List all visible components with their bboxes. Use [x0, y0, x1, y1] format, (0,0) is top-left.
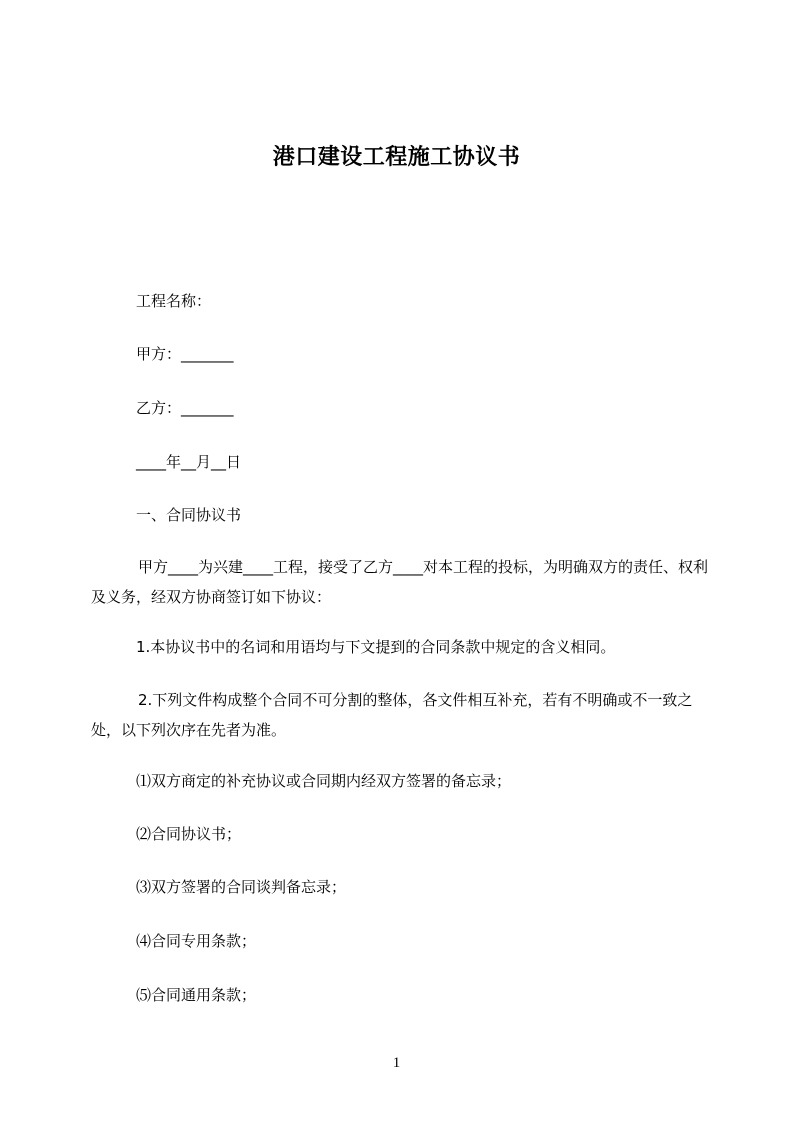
project-name-line: 工程名称： [136, 292, 212, 310]
list-item-1: ⑴双方商定的补充协议或合同期内经双方签署的备忘录； [136, 772, 512, 790]
clause-1: 1.本协议书中的名词和用语均与下文提到的合同条款中规定的含义相同。 [136, 638, 616, 656]
list-item-4: ⑷合同专用条款； [136, 932, 257, 950]
list-item-3: ⑶双方签署的合同谈判备忘录； [136, 878, 347, 896]
clause-2: 2.下列文件构成整个合同不可分割的整体，各文件相互补充，若有不明确或不一致之处，以下列次序在先者为准。 [91, 691, 693, 739]
section-heading: 一、合同协议书 [136, 506, 242, 524]
party-b-line: 乙方：_______ [136, 399, 234, 417]
document-title: 港口建设工程施工协议书 [272, 145, 521, 170]
list-item-2: ⑵合同协议书； [136, 825, 242, 843]
party-a-line: 甲方：_______ [136, 345, 234, 363]
intro-paragraph: 甲方____为兴建____工程，接受了乙方____对本工程的投标，为明确双方的责任、权利及义务，经双方协商签订如下协议： [91, 558, 709, 606]
list-item-5: ⑸合同通用条款； [136, 986, 257, 1004]
page-number: 1 [392, 1055, 401, 1071]
date-line: ____年__月__日 [136, 453, 242, 471]
